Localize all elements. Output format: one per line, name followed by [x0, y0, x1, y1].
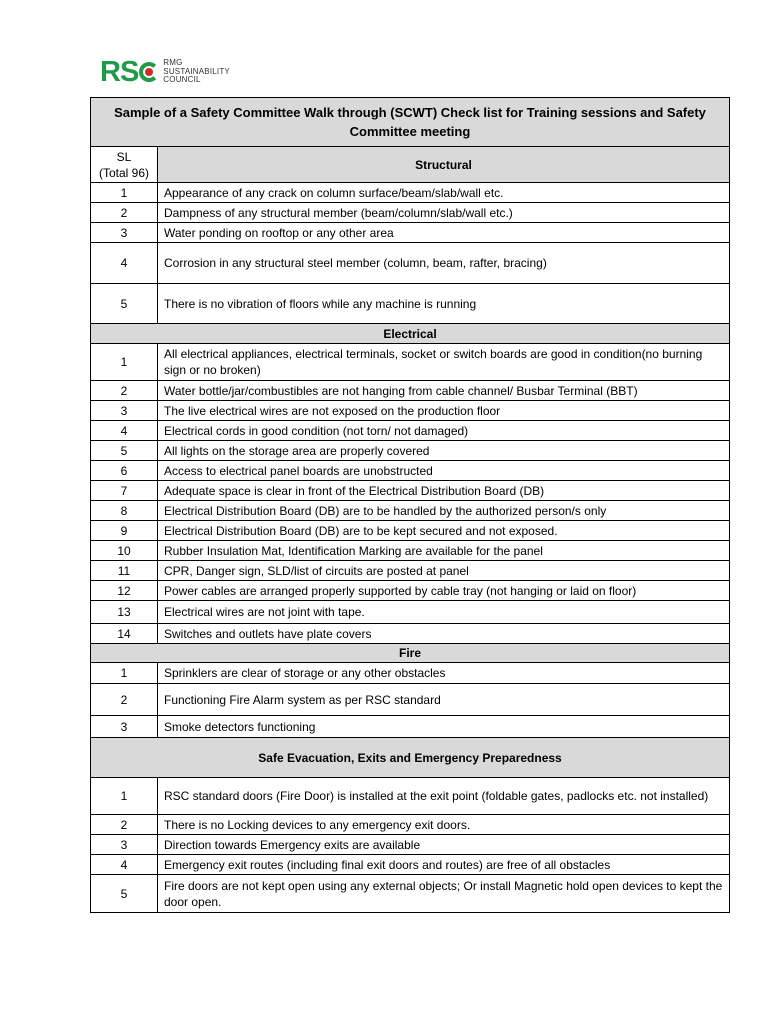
- row-text: Smoke detectors functioning: [158, 716, 730, 738]
- row-text: There is no Locking devices to any emergency exit doors.: [158, 815, 730, 835]
- table-row: [91, 344, 730, 381]
- section-title-fire: Fire: [91, 644, 730, 663]
- table-row: [91, 461, 730, 481]
- table-row: [91, 815, 730, 835]
- row-sl: 14: [91, 624, 158, 644]
- logo-text-line: RMG: [163, 58, 183, 68]
- row-sl: 7: [91, 481, 158, 501]
- row-text: Access to electrical panel boards are unobstructed: [158, 461, 730, 481]
- logo-text-line: COUNCIL: [163, 75, 201, 85]
- table-row: [91, 501, 730, 521]
- row-sl: 3: [91, 223, 158, 243]
- section-title-safe-evacuation: Safe Evacuation, Exits and Emergency Preparedness: [91, 738, 730, 778]
- table-row: [91, 624, 730, 644]
- row-sl: 3: [91, 835, 158, 855]
- row-text: There is no vibration of floors while any machine is running: [158, 284, 730, 324]
- table-row: [91, 441, 730, 461]
- row-sl: 2: [91, 815, 158, 835]
- row-text: Switches and outlets have plate covers: [158, 624, 730, 644]
- table-row: [91, 481, 730, 501]
- logo-text-line: SUSTAINABILITY: [163, 66, 230, 76]
- row-text: Functioning Fire Alarm system as per RSC standard: [158, 684, 730, 716]
- table-row: [91, 855, 730, 875]
- row-text: Direction towards Emergency exits are available: [158, 835, 730, 855]
- table-row: [91, 581, 730, 601]
- rsc-logo: [100, 56, 230, 88]
- row-text: CPR, Danger sign, SLD/list of circuits are posted at panel: [158, 561, 730, 581]
- section-title-electrical: Electrical: [91, 324, 730, 344]
- section-header-row: [91, 738, 730, 778]
- row-sl: 1: [91, 663, 158, 684]
- table-row: [91, 401, 730, 421]
- row-text: Sprinklers are clear of storage or any other obstacles: [158, 663, 730, 684]
- sl-header: SL (Total 96): [91, 147, 158, 183]
- row-sl: 5: [91, 441, 158, 461]
- row-sl: 9: [91, 521, 158, 541]
- table-row: [91, 778, 730, 815]
- row-sl: 1: [91, 183, 158, 203]
- table-row: [91, 183, 730, 203]
- row-sl: 4: [91, 243, 158, 284]
- table-row: [91, 421, 730, 441]
- table-row: [91, 684, 730, 716]
- row-text: The live electrical wires are not exposed on the production floor: [158, 401, 730, 421]
- section-header-row: [91, 147, 730, 183]
- table-title-row: [91, 98, 730, 147]
- row-sl: 11: [91, 561, 158, 581]
- row-text: Emergency exit routes (including final exit doors and routes) are free of all obstacles: [158, 855, 730, 875]
- table-row: [91, 223, 730, 243]
- row-sl: 1: [91, 344, 158, 381]
- section-header-row: [91, 644, 730, 663]
- row-sl: 2: [91, 381, 158, 401]
- table-row: [91, 521, 730, 541]
- section-title-structural: Structural: [158, 147, 730, 183]
- row-text: Electrical wires are not joint with tape.: [158, 601, 730, 624]
- table-row: [91, 243, 730, 284]
- row-text: Dampness of any structural member (beam/column/slab/wall etc.): [158, 203, 730, 223]
- row-sl: 3: [91, 716, 158, 738]
- row-text: All electrical appliances, electrical terminals, socket or switch boards are good in condition(no burning sign or no broken): [158, 344, 730, 381]
- row-sl: 5: [91, 284, 158, 324]
- table-row: [91, 561, 730, 581]
- row-text: Appearance of any crack on column surface/beam/slab/wall etc.: [158, 183, 730, 203]
- row-sl: 10: [91, 541, 158, 561]
- checklist-table: [90, 97, 730, 913]
- logo-mark: [100, 56, 159, 88]
- table-row: [91, 541, 730, 561]
- section-header-row: [91, 324, 730, 344]
- table-row: [91, 716, 730, 738]
- row-text: Rubber Insulation Mat, Identification Marking are available for the panel: [158, 541, 730, 561]
- logo-text: [163, 59, 230, 85]
- logo-c-icon: [139, 62, 159, 82]
- table-row: [91, 875, 730, 913]
- table-row: [91, 835, 730, 855]
- row-sl: 4: [91, 855, 158, 875]
- table-row: [91, 284, 730, 324]
- table-row: [91, 601, 730, 624]
- row-text: Adequate space is clear in front of the Electrical Distribution Board (DB): [158, 481, 730, 501]
- row-sl: 2: [91, 203, 158, 223]
- row-sl: 1: [91, 778, 158, 815]
- row-sl: 5: [91, 875, 158, 913]
- row-text: Water bottle/jar/combustibles are not hanging from cable channel/ Busbar Terminal (BBT): [158, 381, 730, 401]
- row-text: Power cables are arranged properly supported by cable tray (not hanging or laid on floor): [158, 581, 730, 601]
- row-sl: 4: [91, 421, 158, 441]
- row-text: All lights on the storage area are properly covered: [158, 441, 730, 461]
- row-sl: 2: [91, 684, 158, 716]
- row-sl: 13: [91, 601, 158, 624]
- row-text: Electrical cords in good condition (not torn/ not damaged): [158, 421, 730, 441]
- row-text: Fire doors are not kept open using any external objects; Or install Magnetic hold open devices to kept the door open.: [158, 875, 730, 913]
- table-title: Sample of a Safety Committee Walk through (SCWT) Check list for Training sessions and Safety Committee meeting: [91, 98, 730, 147]
- row-sl: 3: [91, 401, 158, 421]
- row-text: Electrical Distribution Board (DB) are to be handled by the authorized person/s only: [158, 501, 730, 521]
- row-sl: 8: [91, 501, 158, 521]
- table-row: [91, 663, 730, 684]
- row-sl: 6: [91, 461, 158, 481]
- row-text: Electrical Distribution Board (DB) are to be kept secured and not exposed.: [158, 521, 730, 541]
- table-row: [91, 203, 730, 223]
- row-text: RSC standard doors (Fire Door) is installed at the exit point (foldable gates, padlocks etc. not installed): [158, 778, 730, 815]
- row-text: Water ponding on rooftop or any other area: [158, 223, 730, 243]
- table-row: [91, 381, 730, 401]
- row-text: Corrosion in any structural steel member (column, beam, rafter, bracing): [158, 243, 730, 284]
- row-sl: 12: [91, 581, 158, 601]
- logo-letters: RS: [100, 56, 139, 88]
